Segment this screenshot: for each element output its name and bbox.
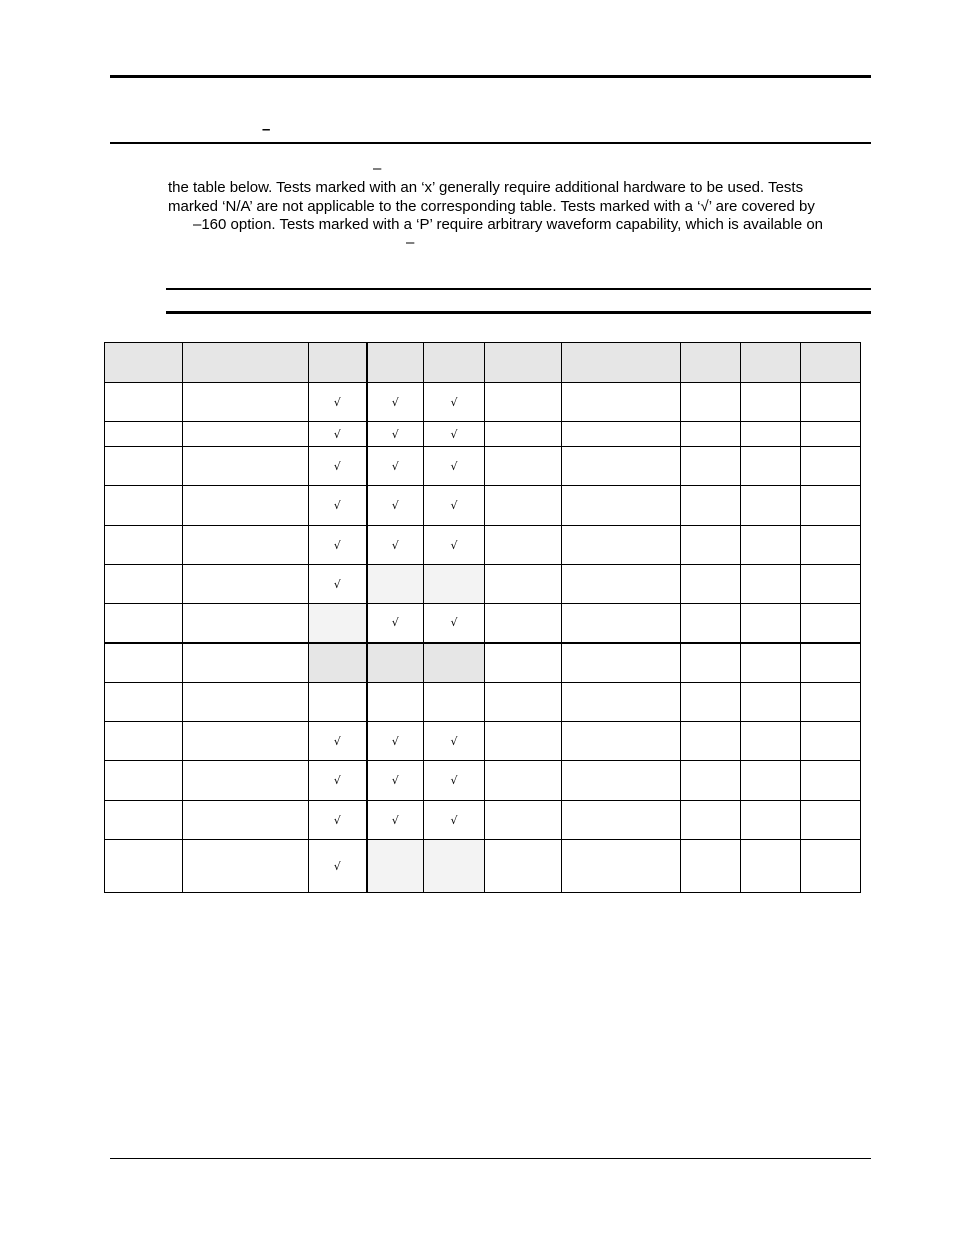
check-mark-cell: √ <box>367 526 424 565</box>
table-cell <box>105 604 183 643</box>
table-cell <box>681 722 741 761</box>
table-cell <box>183 840 309 893</box>
table-cell <box>105 643 183 683</box>
table-cell <box>183 801 309 840</box>
caption-top-rule <box>166 288 871 290</box>
check-mark-cell: √ <box>367 761 424 801</box>
table-cell <box>801 722 861 761</box>
table-cell <box>801 565 861 604</box>
table-cell <box>183 447 309 486</box>
table-cell <box>105 565 183 604</box>
table-row <box>105 643 861 683</box>
table-row <box>105 761 861 801</box>
table-cell <box>105 683 183 722</box>
table-row <box>105 486 861 526</box>
table-row <box>105 447 861 486</box>
table-row <box>105 565 861 604</box>
table-cell <box>741 643 801 683</box>
table-row <box>105 722 861 761</box>
header-cell <box>562 343 681 383</box>
table-row <box>105 383 861 422</box>
table-row <box>105 801 861 840</box>
intro-line-2: marked ‘N/A’ are not applicable to the corresponding table. Tests marked with a ‘√’ are covered by <box>168 197 815 215</box>
table-cell <box>562 565 681 604</box>
table-cell <box>485 683 562 722</box>
table-cell <box>801 604 861 643</box>
table-cell <box>183 565 309 604</box>
intro-line-1: the table below. Tests marked with an ‘x’ generally require additional hardware to be used. Tests <box>168 179 804 196</box>
table-cell <box>741 526 801 565</box>
table-cell <box>183 683 309 722</box>
shaded-cell <box>309 604 367 643</box>
table-cell <box>105 801 183 840</box>
table-cell <box>562 761 681 801</box>
table-cell <box>105 526 183 565</box>
table-cell <box>741 604 801 643</box>
table-cell <box>741 447 801 486</box>
table-cell <box>741 565 801 604</box>
table-cell <box>485 643 562 683</box>
check-mark-cell: √ <box>367 722 424 761</box>
table-cell <box>424 683 485 722</box>
table-cell <box>183 486 309 526</box>
check-mark-cell: √ <box>309 422 367 447</box>
table-cell <box>741 722 801 761</box>
header-cell <box>105 343 183 383</box>
table-cell <box>681 526 741 565</box>
table-cell <box>105 447 183 486</box>
header-cell <box>367 343 424 383</box>
table-cell <box>485 383 562 422</box>
table-cell <box>183 643 309 683</box>
table-cell <box>485 761 562 801</box>
table-cell <box>485 565 562 604</box>
table-cell <box>681 383 741 422</box>
table-cell <box>681 447 741 486</box>
check-mark-cell: √ <box>424 422 485 447</box>
table-cell <box>183 383 309 422</box>
table-cell <box>105 486 183 526</box>
header-cell <box>424 343 485 383</box>
table-cell <box>105 383 183 422</box>
table-cell <box>367 683 424 722</box>
intro-dash-top: – <box>373 160 382 177</box>
table-cell <box>485 604 562 643</box>
shaded-cell <box>367 840 424 893</box>
table-header-row <box>105 343 861 383</box>
header-cell <box>741 343 801 383</box>
table-row <box>105 683 861 722</box>
check-mark-cell: √ <box>309 565 367 604</box>
check-mark-cell: √ <box>367 801 424 840</box>
table-cell <box>681 486 741 526</box>
table-cell <box>681 840 741 893</box>
table-cell <box>741 422 801 447</box>
table-cell <box>485 722 562 761</box>
table-row <box>105 604 861 643</box>
table-cell <box>801 422 861 447</box>
table-cell <box>485 422 562 447</box>
table-cell <box>681 761 741 801</box>
table-cell <box>741 486 801 526</box>
check-mark-cell: √ <box>309 486 367 526</box>
table-cell <box>105 422 183 447</box>
footer-rule <box>110 1158 871 1159</box>
check-mark-cell: √ <box>367 383 424 422</box>
check-mark-cell: √ <box>367 604 424 643</box>
header-cell <box>485 343 562 383</box>
table-cell <box>562 840 681 893</box>
table-cell <box>681 801 741 840</box>
check-mark-cell: √ <box>309 761 367 801</box>
table-cell <box>183 604 309 643</box>
check-mark-cell: √ <box>424 761 485 801</box>
check-mark-cell: √ <box>424 801 485 840</box>
shaded-cell <box>309 643 367 683</box>
check-mark-cell: √ <box>367 486 424 526</box>
table-cell <box>562 604 681 643</box>
check-mark-cell: √ <box>424 604 485 643</box>
table-cell <box>562 801 681 840</box>
table-cell <box>183 761 309 801</box>
check-mark-cell: √ <box>424 447 485 486</box>
table-cell <box>485 840 562 893</box>
check-mark-cell: √ <box>309 840 367 893</box>
table-cell <box>562 683 681 722</box>
table-cell <box>485 447 562 486</box>
table-cell <box>562 486 681 526</box>
table-cell <box>741 383 801 422</box>
table-cell <box>801 643 861 683</box>
check-mark-cell: √ <box>309 722 367 761</box>
header-cell <box>309 343 367 383</box>
table-cell <box>801 486 861 526</box>
table-row <box>105 526 861 565</box>
check-mark-cell: √ <box>424 722 485 761</box>
shaded-cell <box>424 840 485 893</box>
table-cell <box>485 486 562 526</box>
table-cell <box>801 840 861 893</box>
table-cell <box>801 801 861 840</box>
table-row <box>105 840 861 893</box>
table-cell <box>562 422 681 447</box>
check-mark-cell: √ <box>367 422 424 447</box>
table-cell <box>801 383 861 422</box>
table-cell <box>801 683 861 722</box>
check-mark-cell: √ <box>367 447 424 486</box>
check-mark-cell: √ <box>424 526 485 565</box>
shaded-cell <box>424 643 485 683</box>
table-row <box>105 422 861 447</box>
table-cell <box>681 422 741 447</box>
header-top-rule <box>110 75 871 78</box>
table-cell <box>183 422 309 447</box>
table-cell <box>105 761 183 801</box>
table-cell <box>562 383 681 422</box>
table-cell <box>183 722 309 761</box>
table-cell <box>183 526 309 565</box>
table-cell <box>485 526 562 565</box>
table-cell <box>562 643 681 683</box>
table-cell <box>801 761 861 801</box>
check-mark-cell: √ <box>424 486 485 526</box>
table-cell <box>681 643 741 683</box>
check-mark-cell: √ <box>309 383 367 422</box>
table-cell <box>681 565 741 604</box>
table-cell <box>741 683 801 722</box>
header-bottom-rule <box>110 142 871 144</box>
shaded-cell <box>367 565 424 604</box>
table-cell <box>562 722 681 761</box>
check-mark-cell: √ <box>309 447 367 486</box>
table-cell <box>562 526 681 565</box>
table-cell <box>801 447 861 486</box>
table-cell <box>105 840 183 893</box>
table-cell <box>681 604 741 643</box>
header-dash: – <box>262 121 271 138</box>
check-mark-cell: √ <box>309 526 367 565</box>
intro-line-3: –160 option. Tests marked with a ‘P’ require arbitrary waveform capability, which is available on <box>193 216 824 234</box>
caption-bottom-rule <box>166 311 871 314</box>
test-coverage-table <box>104 342 861 893</box>
table-cell <box>681 683 741 722</box>
intro-dash-bottom: – <box>406 234 415 251</box>
table-cell <box>309 683 367 722</box>
shaded-cell <box>424 565 485 604</box>
header-cell <box>183 343 309 383</box>
check-mark-cell: √ <box>424 383 485 422</box>
table-cell <box>801 526 861 565</box>
header-cell <box>681 343 741 383</box>
header-cell <box>801 343 861 383</box>
check-mark-cell: √ <box>309 801 367 840</box>
table-cell <box>485 801 562 840</box>
table-cell <box>741 840 801 893</box>
shaded-cell <box>367 643 424 683</box>
intro-paragraph <box>168 179 858 235</box>
table-cell <box>741 801 801 840</box>
table-cell <box>105 722 183 761</box>
table-cell <box>741 761 801 801</box>
table-cell <box>562 447 681 486</box>
